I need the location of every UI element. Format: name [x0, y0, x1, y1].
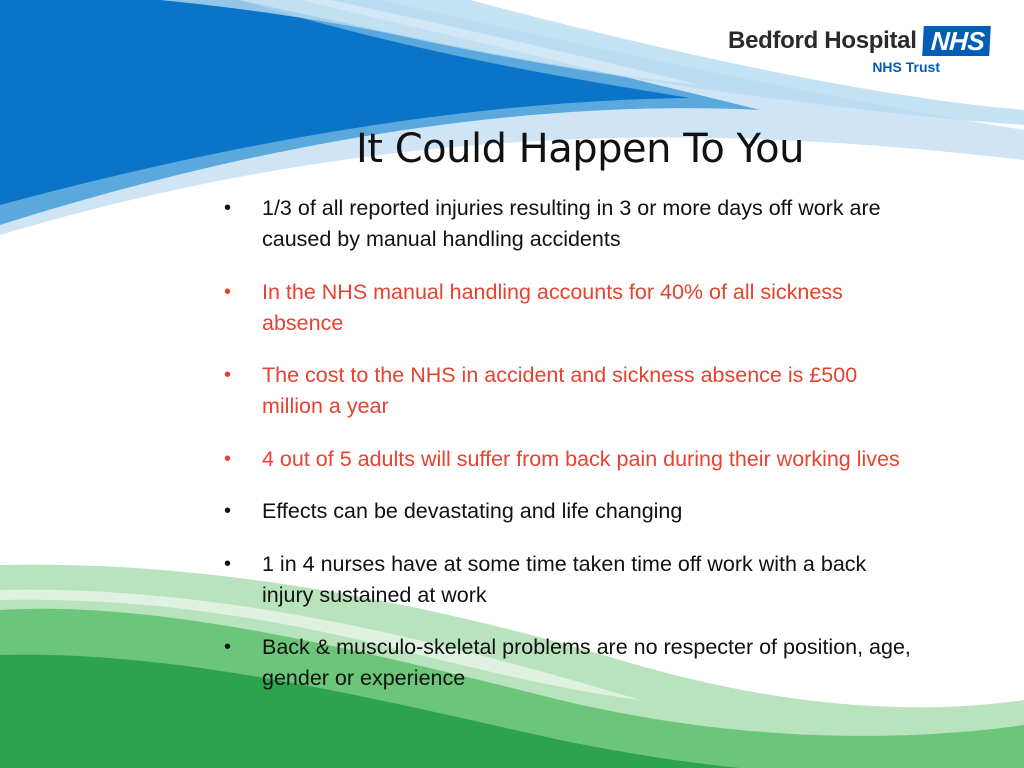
- bullet-item: [220, 549, 920, 611]
- bullet-marker: •: [224, 500, 232, 522]
- bullet-marker: •: [224, 552, 232, 575]
- bullet-text: The cost to the NHS in accident and sickness absence is £500 million a year: [262, 363, 858, 418]
- slide-title: It Could Happen To You: [356, 126, 804, 172]
- bullet-marker: •: [224, 364, 232, 386]
- bullet-item: [220, 193, 920, 255]
- bullet-marker: •: [224, 636, 232, 658]
- bullet-text: In the NHS manual handling accounts for 40% of all sickness absence: [262, 279, 843, 335]
- bullet-item: [220, 496, 920, 527]
- bullet-marker: •: [224, 447, 232, 470]
- nhs-logo-mark: NHS: [922, 26, 991, 56]
- bullet-text: 1/3 of all reported injuries resulting in 3 or more days off work are caused by manual handling accidents: [262, 196, 881, 251]
- bullet-text: Back & musculo-skeletal problems are no respecter of position, age, gender or experience: [262, 635, 911, 690]
- bullet-text: Effects can be devastating and life changing: [262, 499, 683, 523]
- bullet-text: 4 out of 5 adults will suffer from back pain during their working lives: [262, 446, 900, 471]
- bullet-text: 1 in 4 nurses have at some time taken time off work with a back injury sustained at work: [262, 551, 867, 607]
- bullet-list: [220, 193, 920, 716]
- bullet-marker: •: [224, 280, 232, 303]
- trust-name: NHS Trust: [872, 59, 940, 75]
- bullet-marker: •: [224, 197, 232, 219]
- bullet-item: [220, 632, 920, 694]
- bullet-item: [220, 360, 920, 422]
- hospital-name: Bedford Hospital: [728, 27, 917, 54]
- bullet-item: [220, 444, 920, 475]
- bullet-item: [220, 277, 920, 339]
- bedford-hospital-logo: [728, 26, 990, 75]
